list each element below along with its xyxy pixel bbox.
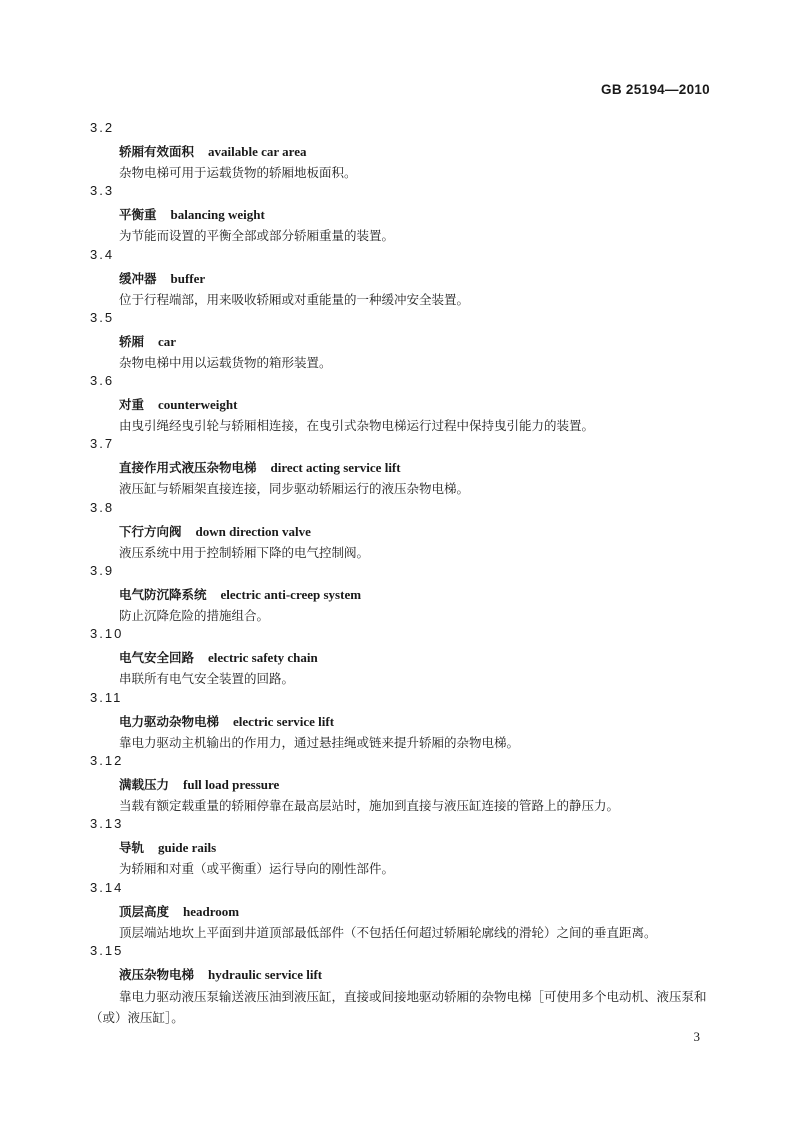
- term-definition: 靠电力驱动主机输出的作用力，通过悬挂绳或链来提升轿厢的杂物电梯。: [119, 734, 520, 750]
- term-chinese: 对重: [119, 397, 145, 413]
- term-heading: [119, 965, 322, 983]
- term-chinese: 下行方向阀: [119, 523, 182, 539]
- term-entry: [0, 368, 800, 434]
- term-chinese: 满载压力: [119, 776, 170, 792]
- term-definition: 液压系统中用于控制轿厢下降的电气控制阀。: [119, 544, 370, 560]
- term-heading: [119, 395, 237, 413]
- clause-number: 3.2: [90, 120, 115, 135]
- term-english: full load pressure: [183, 776, 280, 792]
- term-entry: [0, 811, 800, 877]
- term-entry: [0, 938, 800, 1025]
- term-english: available car area: [208, 144, 307, 159]
- term-heading: [119, 269, 205, 287]
- clause-number: 3.7: [90, 436, 115, 452]
- term-english: headroom: [183, 903, 240, 919]
- clause-number: 3.8: [90, 499, 115, 515]
- clause-number: 3.6: [90, 373, 115, 389]
- term-entry: [0, 115, 800, 178]
- term-chinese: 电气安全回路: [119, 650, 195, 666]
- term-heading: [119, 775, 279, 793]
- clause-number: 3.5: [90, 309, 115, 325]
- term-chinese: 平衡重: [119, 207, 157, 223]
- term-chinese: 轿厢有效面积: [119, 144, 195, 159]
- term-entry: [0, 875, 800, 938]
- clause-number: 3.3: [90, 183, 115, 199]
- term-entry: [0, 431, 800, 497]
- clause-number: 3.11: [90, 689, 123, 705]
- term-definition: 为轿厢和对重（或平衡重）运行导向的刚性部件。: [119, 861, 395, 877]
- term-english: electric service lift: [233, 713, 335, 729]
- clause-number: 3.14: [90, 879, 124, 895]
- page-number: 3: [693, 1029, 700, 1044]
- term-heading: [119, 712, 334, 730]
- clause-number: 3.10: [90, 626, 124, 642]
- term-definition: 串联所有电气安全装置的回路。: [119, 671, 295, 687]
- term-entry: [0, 305, 800, 368]
- term-english: hydraulic service lift: [208, 966, 323, 982]
- term-definition: 杂物电梯中用以运载货物的箱形装置。: [119, 354, 332, 370]
- term-entry: [0, 685, 800, 748]
- term-heading: [119, 522, 311, 540]
- clause-number: 3.4: [90, 246, 115, 262]
- term-definition: 防止沉降危险的措施组合。: [119, 608, 270, 624]
- standard-number: GB 25194—2010: [601, 82, 710, 97]
- term-entry: [0, 621, 800, 687]
- term-english: counterweight: [158, 397, 238, 413]
- term-chinese: 轿厢: [119, 333, 145, 349]
- term-entry: [0, 558, 800, 624]
- term-definition: 杂物电梯可用于运载货物的轿厢地板面积。: [119, 165, 357, 180]
- term-chinese: 缓冲器: [119, 270, 157, 286]
- term-chinese: 导轨: [119, 840, 145, 856]
- term-chinese: 液压杂物电梯: [119, 966, 195, 982]
- term-entry: [0, 178, 800, 244]
- term-english: electric safety chain: [208, 650, 318, 666]
- term-english: down direction valve: [195, 523, 311, 539]
- clause-number: 3.12: [90, 752, 124, 768]
- term-entries: [0, 115, 800, 1025]
- term-heading: [119, 142, 306, 160]
- term-entry: [0, 495, 800, 558]
- term-chinese: 电力驱动杂物电梯: [119, 713, 220, 729]
- term-heading: [119, 838, 216, 856]
- term-english: guide rails: [158, 840, 217, 856]
- term-heading: [119, 458, 401, 476]
- clause-number: 3.15: [90, 942, 124, 958]
- term-heading: [119, 902, 239, 920]
- term-definition: 为节能而设置的平衡全部或部分轿厢重量的装置。: [119, 228, 395, 244]
- term-entry: [0, 748, 800, 811]
- term-english: buffer: [170, 270, 206, 286]
- term-heading: [119, 332, 176, 350]
- term-entry: [0, 242, 800, 305]
- clause-number: 3.13: [90, 816, 124, 832]
- term-heading: [119, 585, 361, 603]
- term-heading: [119, 205, 265, 223]
- term-heading: [119, 648, 318, 666]
- term-english: balancing weight: [170, 207, 265, 223]
- term-chinese: 直接作用式液压杂物电梯: [119, 460, 257, 476]
- term-definition: 由曳引绳经曳引轮与轿厢相连接，在曳引式杂物电梯运行过程中保持曳引能力的装置。: [119, 418, 595, 434]
- term-definition: 顶层端站地坎上平面到井道顶部最低部件（不包括任何超过轿厢轮廓线的滑轮）之间的垂直距离。: [119, 924, 657, 940]
- term-definition: 位于行程端部，用来吸收轿厢或对重能量的一种缓冲安全装置。: [119, 291, 470, 307]
- term-definition: 当载有额定载重量的轿厢停靠在最高层站时，施加到直接与液压缸连接的管路上的静压力。: [119, 797, 620, 813]
- term-english: electric anti-creep system: [220, 587, 362, 603]
- term-english: direct acting service lift: [270, 460, 401, 476]
- term-chinese: 顶层高度: [119, 903, 170, 919]
- term-english: car: [158, 333, 177, 349]
- term-definition: 液压缸与轿厢架直接连接，同步驱动轿厢运行的液压杂物电梯。: [119, 481, 470, 497]
- clause-number: 3.9: [90, 563, 115, 579]
- term-chinese: 电气防沉降系统: [119, 587, 207, 603]
- term-definition: 靠电力驱动液压泵输送液压油到液压缸，直接或间接地驱动轿厢的杂物电梯［可使用多个电动机、液压泵和（或）液压缸］。: [90, 988, 707, 1025]
